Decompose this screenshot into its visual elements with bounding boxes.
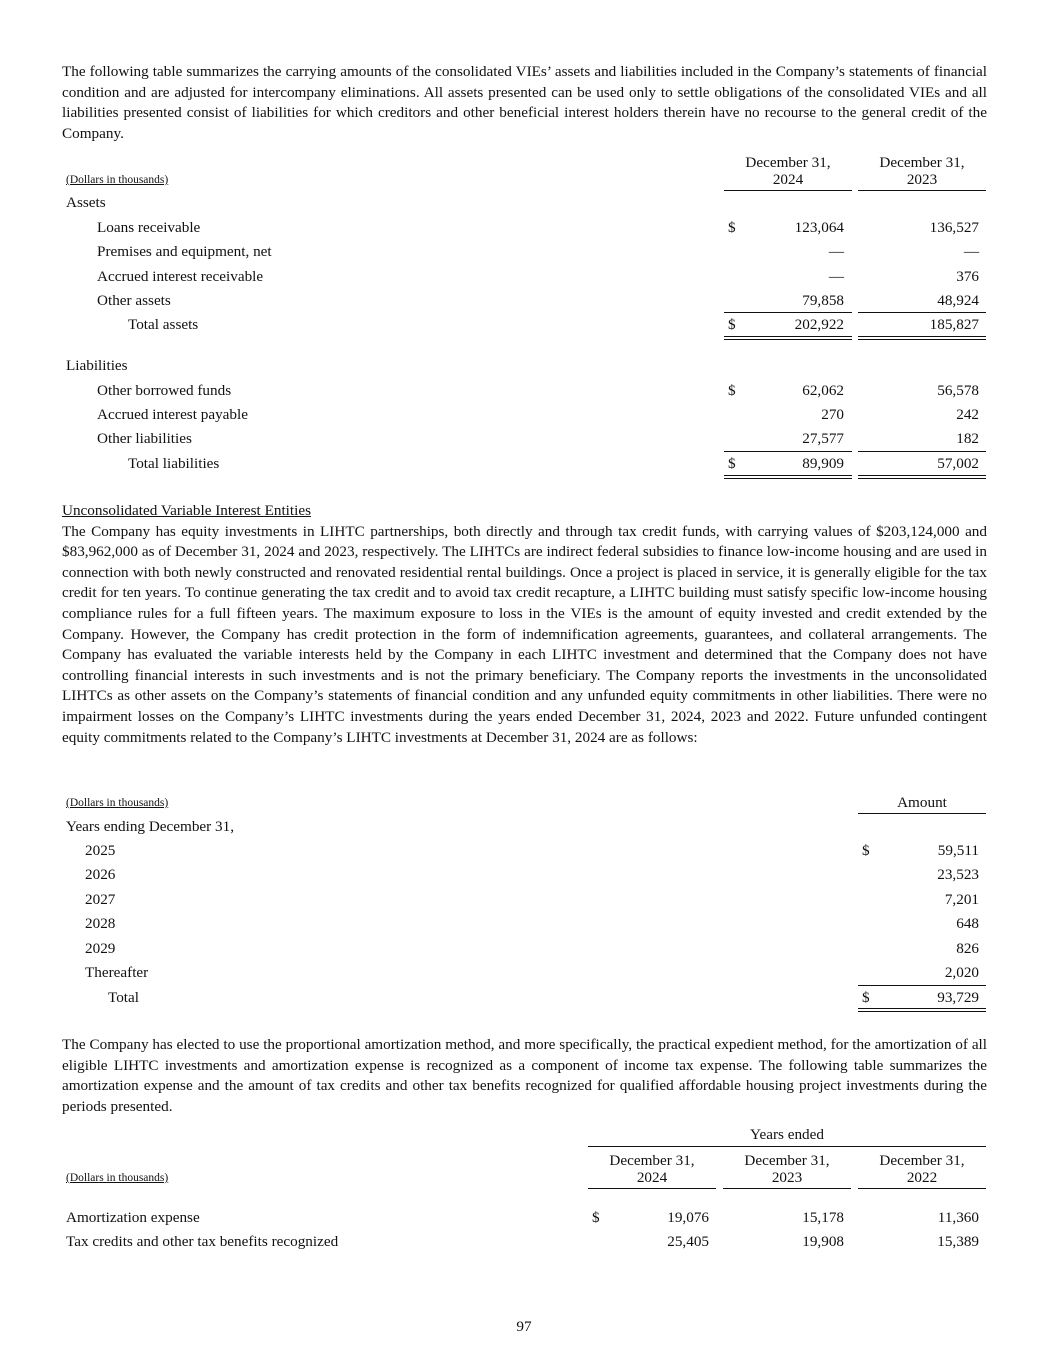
section-heading-row — [62, 192, 987, 214]
header-line: 2024 — [772, 171, 804, 188]
intro-paragraph: The following table summarizes the carrying amounts of the consolidated VIEs’ assets and liabilities included in the Company’s statements of financial condition and are adjusted for intercompany eliminations. All assets presented can be used only to settle obligations of the consolidated VIEs and all liabilities presented consist of liabilities for which creditors and other beneficial interest holders therein have no recourse to the general credit of the Company. — [62, 63, 987, 142]
table-row — [62, 241, 987, 263]
table-row — [62, 404, 987, 426]
amount-value: 23,523 — [937, 866, 979, 883]
table-row — [62, 913, 987, 935]
dollar-sign: $ — [862, 989, 870, 1006]
assets-heading: Assets — [66, 194, 106, 211]
subtotal-rule — [858, 985, 986, 986]
value-2023: 57,002 — [937, 455, 979, 472]
row-label: Premises and equipment, net — [97, 243, 272, 260]
row-label: Total liabilities — [128, 455, 220, 472]
section-heading-row — [62, 355, 987, 377]
value-2023: 136,527 — [929, 219, 979, 236]
header-line: 2022 — [906, 1169, 938, 1186]
header-line: 2024 — [636, 1169, 668, 1186]
table-row — [62, 217, 987, 239]
table-row — [62, 840, 987, 862]
row-label: Other borrowed funds — [97, 382, 232, 399]
table-row — [62, 1231, 987, 1253]
subtotal-rule — [858, 312, 986, 313]
column-header-2024 — [588, 1152, 716, 1186]
column-header-2022 — [858, 1152, 986, 1186]
span-header-rule — [588, 1146, 986, 1147]
table-row — [62, 266, 987, 288]
dollar-sign: $ — [728, 455, 736, 472]
value-2024: 27,577 — [802, 430, 844, 447]
total-double-rule — [858, 1008, 986, 1012]
total-assets-row — [62, 314, 987, 336]
unconsolidated-paragraph: The Company has equity investments in LIHTC partnerships, both directly and through tax credit funds, with carrying values of $203,124,000 and $83,962,000 as of December 31, 2024 and 2023, respectively. The LIHTCs are indirect federal subsidies to finance low-income housing and are used in connection with both newly constructed and renovated residential rental buildings. Once a project is placed in service, it is generally eligible for the tax credit for ten years. To continue generating the tax credit and to avoid tax credit recapture, a LIHTC building must satisfy specific low-income housing compliance rules for a full fifteen years. The maximum exposure to loss in the VIEs is the amount of equity invested and credit extended by the Company. However, the Company has credit protection in the form of indemnification agreements, guarantees, and collateral arrangements. The Company has evaluated the variable interests held by the Company in each LIHTC investment and determined that the Company does not have controlling financial interests in such investments and is not the primary beneficiary. The Company reports the investments in the unconsolidated LIHTCs as other assets on the Company’s statements of financial condition and any unfunded equity commitments in other liabilities. There were no impairment losses on the Company’s LIHTC investments during the years ended December 31, 2024, 2023 and 2022. Future unfunded contingent equity commitments related to the Company’s LIHTC investments at December 31, 2024 are as follows: — [62, 522, 987, 746]
value-2024: 79,858 — [802, 292, 844, 309]
value-2023: — — [963, 243, 979, 260]
table-row — [62, 380, 987, 402]
year-label: 2027 — [85, 891, 116, 908]
amount-value: 648 — [956, 915, 979, 932]
dollar-sign: $ — [728, 382, 736, 399]
amount-header: Amount — [897, 794, 947, 811]
section-heading-row — [62, 816, 987, 838]
header-line: December 31, — [609, 1152, 695, 1169]
amount-value: 826 — [956, 940, 979, 957]
subtotal-rule — [724, 312, 852, 313]
value-2024: 62,062 — [802, 382, 844, 399]
subtotal-rule — [724, 451, 852, 452]
table-row — [62, 962, 987, 984]
header-line: December 31, — [744, 1152, 830, 1169]
value-2024: 89,909 — [802, 455, 844, 472]
page-number: 97 — [516, 1318, 532, 1335]
units-label: (Dollars in thousands) — [66, 797, 169, 809]
year-label: Thereafter — [85, 964, 149, 981]
amount-value: 2,020 — [944, 964, 979, 981]
header-line: 2023 — [906, 171, 938, 188]
dollar-sign: $ — [728, 316, 736, 333]
table-row — [62, 290, 987, 312]
value-2022: 15,389 — [937, 1233, 979, 1250]
amount-value: 93,729 — [937, 989, 979, 1006]
table-row — [62, 889, 987, 911]
header-line: 2023 — [771, 1169, 803, 1186]
row-label: Accrued interest receivable — [97, 268, 264, 285]
total-double-rule — [858, 336, 986, 340]
dollar-sign: $ — [592, 1209, 600, 1226]
row-label: Total assets — [128, 316, 199, 333]
row-label: Loans receivable — [97, 219, 201, 236]
table-row — [62, 1207, 987, 1229]
unconsolidated-section — [62, 501, 987, 748]
header-rule — [858, 1188, 986, 1189]
total-double-rule — [858, 475, 986, 479]
year-label: 2028 — [85, 915, 116, 932]
header-line: December 31, — [745, 154, 831, 171]
row-label: Amortization expense — [66, 1209, 200, 1226]
value-2023: 56,578 — [937, 382, 979, 399]
value-2023: 242 — [956, 406, 979, 423]
row-label: Other liabilities — [97, 430, 192, 447]
amount-value: 59,511 — [937, 842, 979, 859]
header-rule — [724, 190, 852, 191]
dollar-sign: $ — [862, 842, 870, 859]
value-2024: 19,076 — [667, 1209, 709, 1226]
total-row — [62, 987, 987, 1009]
value-2024: — — [828, 243, 844, 260]
table-row — [62, 864, 987, 886]
value-2023: 15,178 — [802, 1209, 844, 1226]
span-header: Years ended — [750, 1126, 824, 1143]
header-line: December 31, — [879, 1152, 965, 1169]
column-header-2023 — [723, 1152, 851, 1186]
header-rule — [723, 1188, 851, 1189]
row-label: Accrued interest payable — [97, 406, 248, 423]
header-line: December 31, — [879, 154, 965, 171]
liabilities-heading: Liabilities — [66, 357, 128, 374]
table-row — [62, 428, 987, 450]
total-double-rule — [724, 475, 852, 479]
column-header-2024 — [724, 154, 852, 188]
year-label: 2026 — [85, 866, 116, 883]
value-2023: 48,924 — [937, 292, 979, 309]
value-2024: 270 — [821, 406, 844, 423]
total-label: Total — [108, 989, 139, 1006]
value-2023: 185,827 — [929, 316, 979, 333]
units-label: (Dollars in thousands) — [66, 174, 169, 186]
row-label: Other assets — [97, 292, 171, 309]
header-rule — [858, 190, 986, 191]
value-2024: 202,922 — [794, 316, 844, 333]
section-heading: Unconsolidated Variable Interest Entities — [62, 502, 311, 519]
value-2023: 376 — [956, 268, 979, 285]
value-2023: 182 — [956, 430, 979, 447]
table-row — [62, 938, 987, 960]
subtotal-rule — [858, 451, 986, 452]
value-2023: 19,908 — [802, 1233, 844, 1250]
column-header-2023 — [858, 154, 986, 188]
units-label: (Dollars in thousands) — [66, 1172, 169, 1184]
dollar-sign: $ — [728, 219, 736, 236]
total-liabilities-row — [62, 453, 987, 475]
section-label: Years ending December 31, — [66, 818, 235, 835]
header-rule — [588, 1188, 716, 1189]
year-label: 2029 — [85, 940, 116, 957]
amortization-paragraph: The Company has elected to use the proportional amortization method, and more specifically, the practical expedient method, for the amortization of all eligible LIHTC investments and amortization expense is recognized as a component of income tax expense. The following table summarizes the amortization expense and the amount of tax credits and other tax benefits recognized for qualified affordable housing project investments during the periods presented. — [62, 1036, 987, 1115]
total-double-rule — [724, 336, 852, 340]
year-label: 2025 — [85, 842, 116, 859]
value-2024: 25,405 — [667, 1233, 709, 1250]
amount-value: 7,201 — [944, 891, 979, 908]
row-label: Tax credits and other tax benefits recognized — [66, 1233, 339, 1250]
value-2024: 123,064 — [794, 219, 844, 236]
value-2024: — — [828, 268, 844, 285]
value-2022: 11,360 — [937, 1209, 979, 1226]
header-rule — [858, 813, 986, 814]
